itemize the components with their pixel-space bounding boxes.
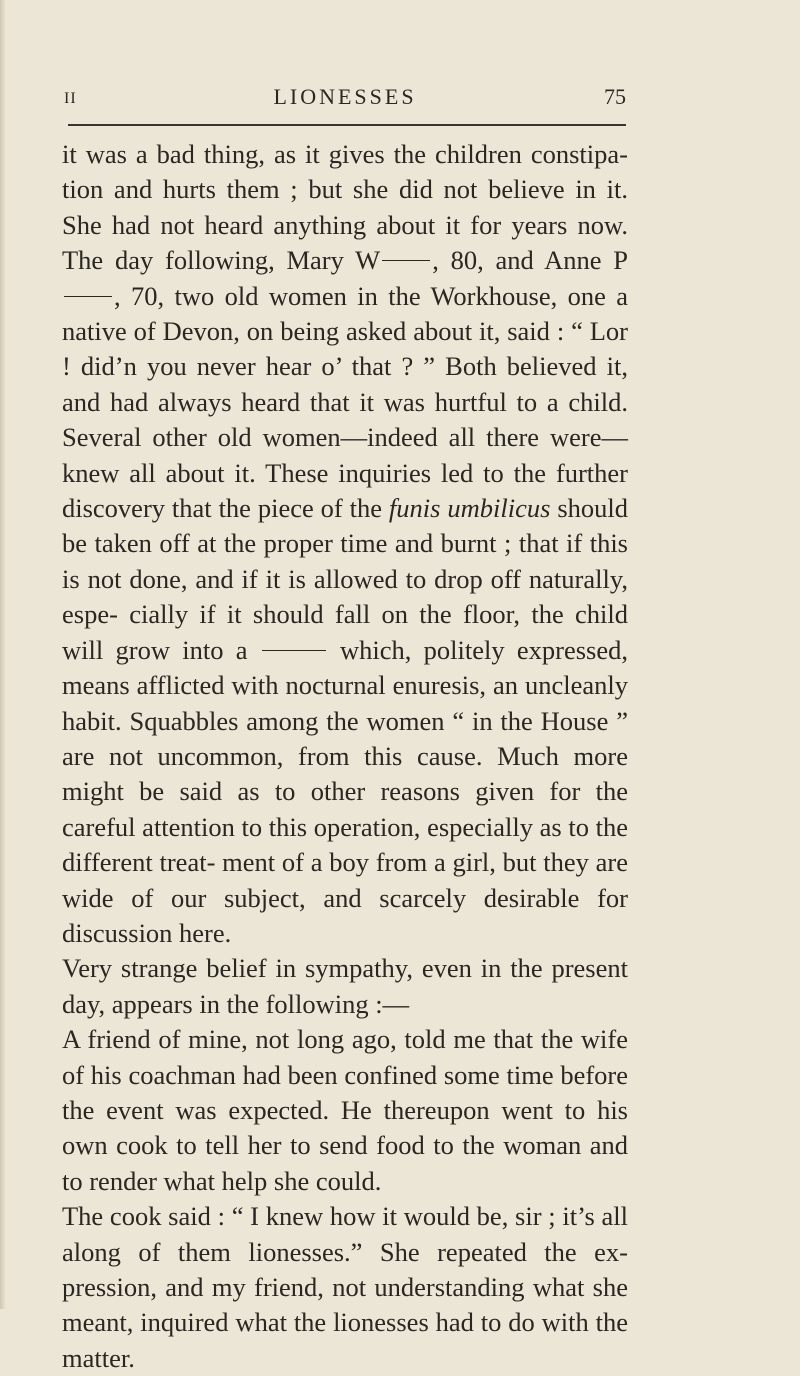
paragraph-4: The cook said : “ I knew how it would be, sir ; it’s all along of them lionesses.” She repeated the ex- pression, and my friend, not understanding what she meant, inquired what the lionesses had to do with the matter.: [62, 1201, 628, 1373]
paragraph-1: it was a bad thing, as it gives the children constipa- tion and hurts them ; but she did not believe in it. She had not heard anything about it for years now. The day following, Mary W , 80, and Anne P, 70, two old women in the Workhouse, one a native of Devon, on being asked about it, said : “ Lor ! did’n you never hear o’ that ? ” Both believed it, and had always heard that it was hurtful to a child. Several other old women—indeed all there were—knew all about it. These inquiries led to the further discovery that the piece of the funis umbilicus should be taken off at the proper time and burnt ; that if this is not done, and if it is allowed to drop off naturally, espe- cially if it should fall on the floor, the child will grow into a which, politely expressed, means afflicted with nocturnal enuresis, an uncleanly habit. Squabbles among the women “ in the House ” are not uncommon, from this cause. Much more might be said as to other reasons given for the careful attention to this operation, especially as to the different treat- ment of a boy from a girl, but they are wide of our subject, and scarcely desirable for discussion here.: [62, 139, 629, 948]
page-header: [64, 84, 626, 114]
page-number: 75: [604, 84, 626, 109]
omission-dash: [382, 260, 430, 261]
signature-mark: II: [64, 90, 77, 107]
running-title: LIONESSES: [273, 84, 417, 109]
body-text: [62, 137, 628, 1376]
italic-term: funis umbilicus: [388, 493, 551, 524]
paragraph-3: A friend of mine, not long ago, told me that the wife of his coachman had been confined some time before the event was expected. He thereupon went to his own cook to tell her to send food to the woman and to render what help she could.: [62, 1024, 628, 1196]
paragraph-2: Very strange belief in sympathy, even in the present day, appears in the following :—: [62, 953, 628, 1019]
omission-dash: [64, 296, 112, 297]
omission-dash: [262, 650, 326, 651]
page-edge-shadow: [0, 0, 6, 1309]
header-rule: [68, 124, 626, 126]
